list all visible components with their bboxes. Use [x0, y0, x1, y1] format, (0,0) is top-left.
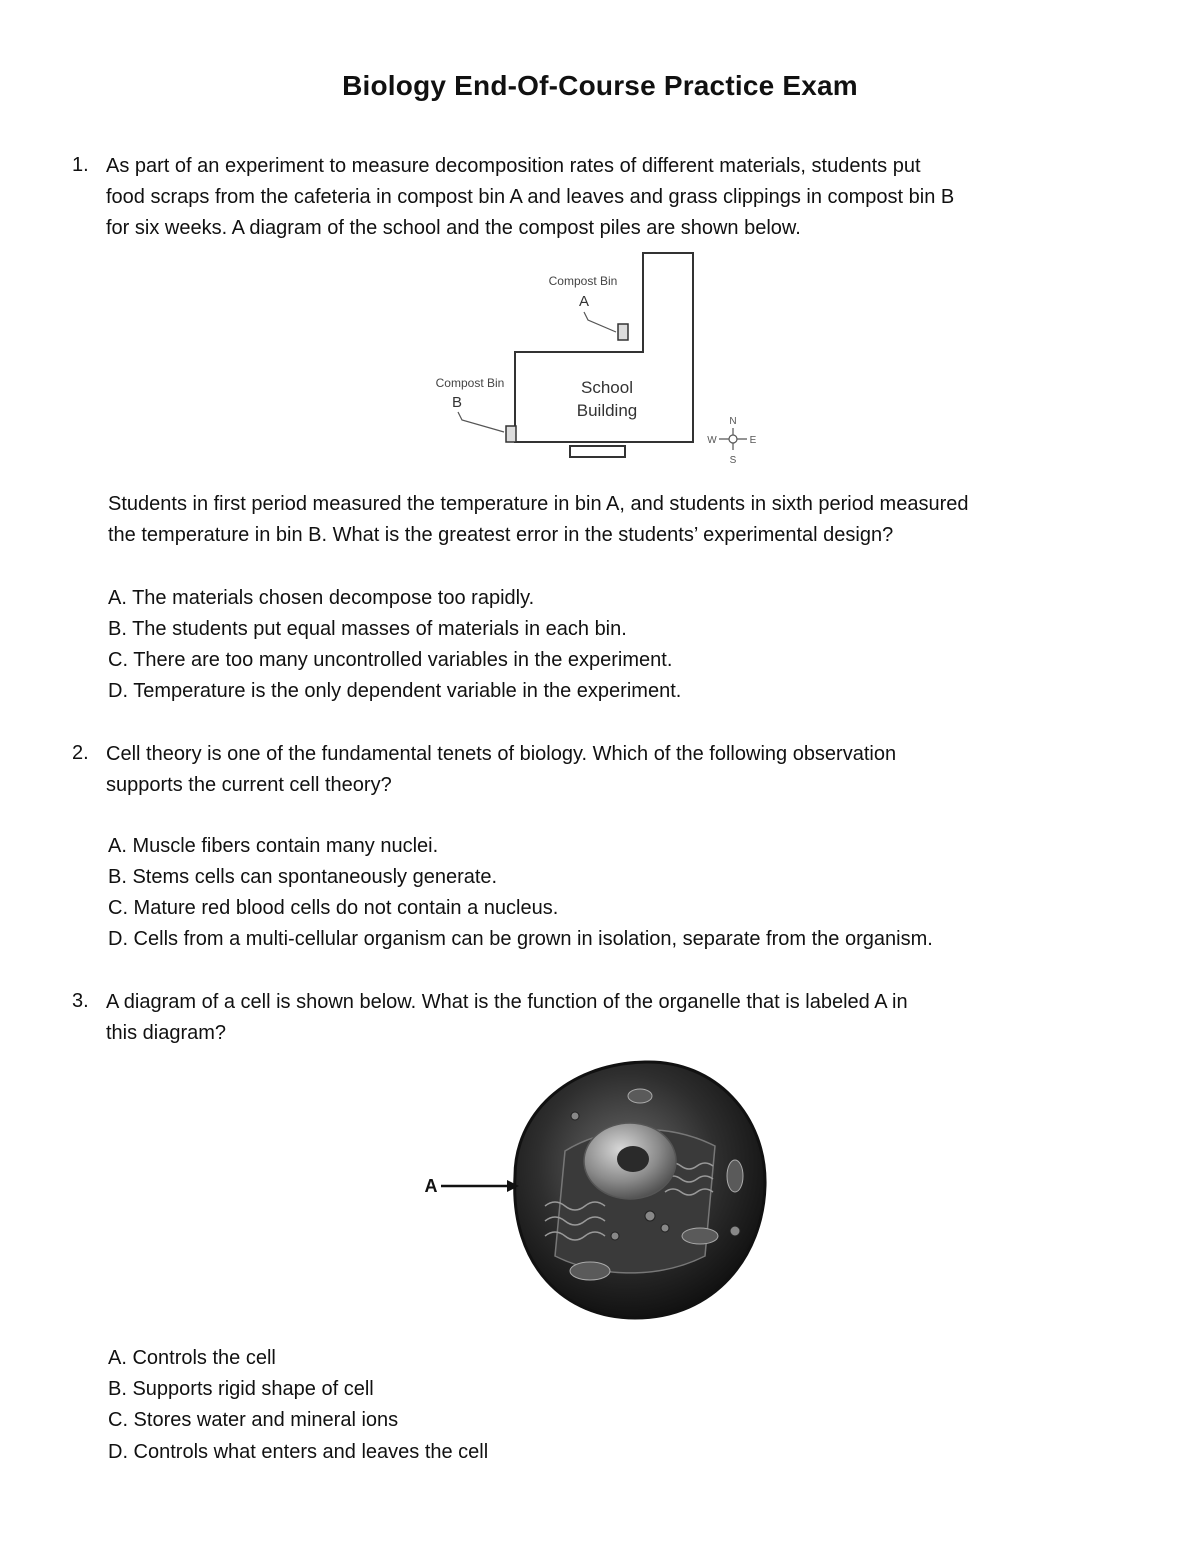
question-1-line: for six weeks. A diagram of the school and the compost piles are shown below. — [106, 217, 801, 239]
bin-a-letter: A — [578, 293, 590, 310]
question-3-option-b[interactable]: B. Supports rigid shape of cell — [108, 1378, 374, 1400]
question-2-option-b[interactable]: B. Stems cells can spontaneously generate. — [108, 866, 498, 888]
question-1-number: 1. — [72, 154, 89, 176]
compost-bin-a — [618, 324, 628, 340]
question-1-followup-line: Students in first period measured the temperature in bin A, and students in sixth period measured — [108, 493, 969, 515]
compass-s: S — [729, 455, 737, 466]
question-2-line: supports the current cell theory? — [106, 774, 392, 796]
question-2-number: 2. — [72, 742, 89, 764]
compass-rose-icon — [719, 428, 747, 450]
cell-label-a: A — [424, 1176, 438, 1196]
question-3-option-c[interactable]: C. Stores water and mineral ions — [108, 1409, 399, 1431]
page-title: Biology End-Of-Course Practice Exam — [342, 70, 858, 101]
bin-a-leader-line — [584, 312, 616, 332]
bin-b-leader-line — [458, 412, 504, 432]
question-2-line: Cell theory is one of the fundamental tenets of biology. Which of the following observation — [106, 743, 897, 765]
question-2-text — [106, 739, 896, 801]
question-1-text — [106, 151, 954, 244]
building-label-line2: Building — [576, 401, 638, 420]
bin-b-label: Compost Bin — [435, 376, 505, 390]
question-2-option-c[interactable]: C. Mature red blood cells do not contain a nucleus. — [108, 897, 559, 919]
question-1-option-d[interactable]: D. Temperature is the only dependent variable in the experiment. — [108, 680, 682, 702]
question-3-line: this diagram? — [106, 1022, 227, 1044]
question-3-text — [106, 987, 908, 1049]
question-3-option-d[interactable]: D. Controls what enters and leaves the cell — [108, 1441, 489, 1463]
compass-n: N — [729, 416, 737, 427]
question-3-option-a[interactable]: A. Controls the cell — [108, 1347, 276, 1369]
cell-nucleolus — [617, 1146, 649, 1172]
question-1-option-b[interactable]: B. The students put equal masses of materials in each bin. — [108, 618, 627, 640]
question-3-number: 3. — [72, 990, 89, 1012]
question-2-option-a[interactable]: A. Muscle fibers contain many nuclei. — [108, 835, 439, 857]
question-1-option-c[interactable]: C. There are too many uncontrolled variables in the experiment. — [108, 649, 673, 671]
question-1-followup — [108, 489, 969, 551]
compass-w: W — [707, 435, 717, 446]
school-compost-diagram — [420, 248, 780, 470]
question-1-option-a[interactable]: A. The materials chosen decompose too rapidly. — [108, 587, 535, 609]
question-1-line: As part of an experiment to measure decomposition rates of different materials, students put — [106, 155, 921, 177]
question-2-option-d[interactable]: D. Cells from a multi-cellular organism can be grown in isolation, separate from the organism. — [108, 928, 933, 950]
question-1-followup-line: the temperature in bin B. What is the greatest error in the students’ experimental design? — [108, 524, 894, 546]
question-3-line: A diagram of a cell is shown below. What is the function of the organelle that is labeled A in — [106, 991, 908, 1013]
bin-b-letter: B — [451, 394, 463, 411]
building-entrance — [570, 446, 625, 457]
animal-cell-diagram — [415, 1056, 785, 1324]
question-1-line: food scraps from the cafeteria in compost bin A and leaves and grass clippings in compost bin B — [106, 186, 955, 208]
bin-a-label: Compost Bin — [548, 274, 618, 288]
compass-e: E — [749, 435, 757, 446]
building-label-line1: School — [581, 378, 633, 397]
compost-bin-b — [506, 426, 516, 442]
